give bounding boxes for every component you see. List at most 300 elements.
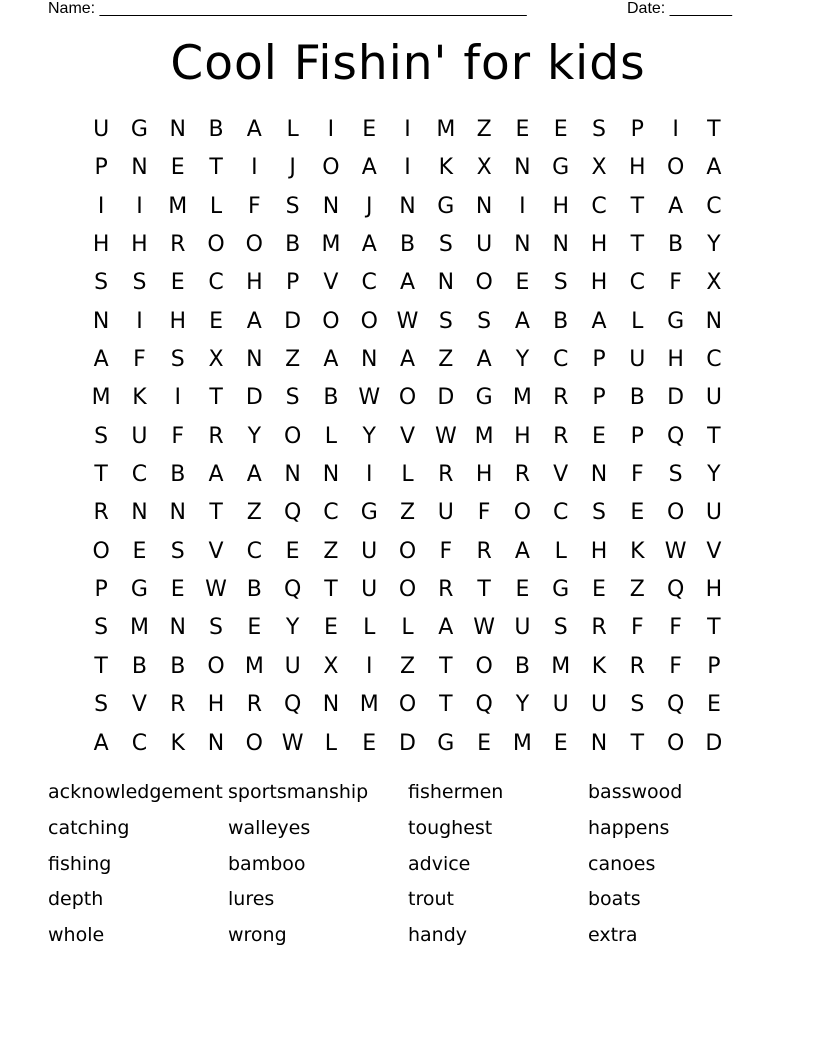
grid-letter[interactable]: G [130,577,148,603]
grid-letter[interactable]: V [553,462,569,488]
grid-letter[interactable]: D [437,385,455,411]
grid-letter[interactable]: Q [283,577,302,603]
grid-letter[interactable]: S [132,270,147,296]
grid-letter[interactable]: N [552,232,569,258]
grid-letter[interactable]: U [437,500,454,526]
grid-letter[interactable]: E [132,538,147,564]
grid-letter[interactable]: X [591,155,607,181]
grid-letter[interactable]: N [207,730,225,756]
grid-letter[interactable]: N [705,308,723,334]
grid-letter[interactable]: Q [283,692,302,718]
grid-letter[interactable]: C [591,193,607,219]
grid-letter[interactable]: E [209,308,223,334]
grid-letter[interactable]: I [519,193,526,219]
grid-letter[interactable]: V [208,538,224,564]
grid-letter[interactable]: A [323,347,339,373]
grid-letter[interactable]: A [438,615,454,641]
grid-letter[interactable]: I [327,117,335,142]
grid-letter[interactable]: W [281,730,304,756]
grid-letter[interactable]: P [285,270,300,296]
grid-letter[interactable]: K [438,155,454,181]
grid-letter[interactable]: Q [475,692,493,718]
grid-letter[interactable]: V [399,423,416,449]
grid-letter[interactable]: R [514,462,531,488]
grid-letter[interactable]: A [476,347,492,373]
grid-letter[interactable]: O [475,653,493,679]
grid-letter[interactable]: L [324,730,338,756]
grid-letter[interactable]: O [283,423,302,449]
grid-letter[interactable]: U [629,347,646,373]
grid-letter[interactable]: B [323,385,339,411]
grid-letter[interactable]: F [630,615,644,641]
grid-letter[interactable]: S [477,308,492,334]
grid-letter[interactable]: O [207,653,225,679]
grid-letter[interactable]: E [515,270,530,296]
grid-letter[interactable]: R [93,500,109,526]
grid-row [82,648,732,686]
grid-letter[interactable]: M [91,385,111,411]
grid-letter[interactable]: V [706,538,722,564]
grid-letter[interactable]: Z [399,653,416,679]
grid-letter[interactable]: M [551,653,571,679]
grid-letter[interactable]: E [592,423,606,449]
grid-letter[interactable]: D [705,730,723,756]
grid-letter[interactable]: N [475,193,493,219]
grid-letter[interactable]: T [324,577,338,603]
grid-letter[interactable]: I [97,193,105,219]
grid-letter[interactable]: H [705,577,723,603]
grid-letter[interactable]: A [246,117,262,142]
grid-letter[interactable]: E [706,692,721,718]
grid-row [82,494,732,532]
grid-letter[interactable]: U [705,500,722,526]
grid-letter[interactable]: M [359,692,379,718]
grid-letter[interactable]: A [246,462,262,488]
grid-letter[interactable]: C [706,347,722,373]
grid-letter[interactable]: B [629,385,645,411]
grid-letter[interactable]: A [668,193,684,219]
grid-letter[interactable]: H [590,270,608,296]
grid-letter[interactable]: H [207,692,225,718]
grid-letter[interactable]: V [323,270,339,296]
name-field[interactable]: Name: ________________________________________________ [48,0,527,17]
grid-letter[interactable]: N [92,308,110,334]
grid-letter[interactable]: W [358,385,381,411]
grid-letter[interactable]: B [514,653,530,679]
grid-letter[interactable]: X [323,653,339,679]
grid-letter[interactable]: S [285,193,300,219]
grid-letter[interactable]: J [365,193,373,219]
grid-letter[interactable]: A [246,308,262,334]
grid-letter[interactable]: H [590,538,608,564]
grid-letter[interactable]: S [553,270,568,296]
grid-letter[interactable]: T [477,577,491,603]
grid-letter[interactable]: O [322,308,340,334]
grid-letter[interactable]: F [477,500,491,526]
grid-letter[interactable]: T [209,500,223,526]
grid-letter[interactable]: P [94,155,108,181]
grid-letter[interactable]: R [553,423,569,449]
grid-letter[interactable]: U [552,692,569,718]
grid-letter[interactable]: S [668,462,683,488]
grid-letter[interactable]: E [515,577,530,603]
grid-letter[interactable]: T [94,653,108,679]
grid-letter[interactable]: N [322,462,340,488]
grid-letter[interactable]: T [439,692,453,718]
grid-letter[interactable]: T [209,385,223,411]
grid-letter[interactable]: S [285,385,300,411]
grid-letter[interactable]: G [552,155,570,181]
grid-letter[interactable]: B [399,232,416,258]
grid-letter[interactable]: R [170,232,186,258]
grid-letter[interactable]: R [591,615,607,641]
grid-letter[interactable]: F [171,423,185,449]
grid-letter[interactable]: L [401,462,414,488]
grid-letter[interactable]: T [707,615,721,641]
grid-letter[interactable]: A [591,308,607,334]
grid-letter[interactable]: R [553,385,569,411]
grid-letter[interactable]: D [284,308,302,334]
grid-letter[interactable]: M [512,730,532,756]
grid-letter[interactable]: S [630,692,645,718]
grid-letter[interactable]: W [396,308,419,334]
grid-letter[interactable]: R [476,538,492,564]
grid-letter[interactable]: M [129,615,149,641]
grid-letter[interactable]: K [591,653,607,679]
grid-letter[interactable]: N [322,193,340,219]
grid-letter[interactable]: N [360,347,378,373]
grid-letter[interactable]: C [246,538,263,564]
grid-letter[interactable]: M [512,385,532,411]
grid-letter[interactable]: L [401,615,414,641]
grid-letter[interactable]: T [209,155,223,181]
grid-letter[interactable]: N [590,462,608,488]
grid-letter[interactable]: Y [707,232,721,258]
grid-letter[interactable]: P [630,117,644,142]
grid-letter[interactable]: R [438,577,454,603]
grid-letter[interactable]: A [706,155,722,181]
grid-letter[interactable]: O [666,730,685,756]
grid-letter[interactable]: O [475,270,493,296]
grid-letter[interactable]: Z [438,347,454,373]
grid-letter[interactable]: Y [362,423,376,449]
grid-letter[interactable]: H [514,423,531,449]
grid-letter[interactable]: O [513,500,532,526]
grid-letter[interactable]: J [289,155,296,181]
grid-letter[interactable]: C [553,347,569,373]
grid-letter[interactable]: N [169,500,186,526]
grid-letter[interactable]: L [554,538,567,564]
grid-letter[interactable]: M [474,423,494,449]
grid-letter[interactable]: S [438,232,453,258]
grid-letter[interactable]: W [434,423,457,449]
grid-letter[interactable]: A [361,155,377,181]
grid-letter[interactable]: U [361,577,378,603]
grid-letter[interactable]: I [365,462,373,488]
grid-letter[interactable]: H [590,232,608,258]
grid-letter[interactable]: A [93,730,109,756]
grid-letter[interactable]: G [552,577,570,603]
grid-letter[interactable]: O [360,308,378,334]
grid-letter[interactable]: A [399,347,416,373]
grid-letter[interactable]: E [170,155,185,181]
grid-letter[interactable]: Y [515,347,530,373]
word-list-item: fishermen [408,781,504,803]
grid-letter[interactable]: F [248,193,261,219]
grid-letter[interactable]: N [437,270,455,296]
grid-letter[interactable]: G [437,193,455,219]
grid-letter[interactable]: Q [666,692,685,718]
grid-letter[interactable]: H [131,232,148,258]
grid-row [82,303,732,341]
grid-letter[interactable]: C [361,270,377,296]
grid-letter[interactable]: F [669,653,682,679]
grid-letter[interactable]: S [209,615,224,641]
grid-letter[interactable]: L [324,423,338,449]
grid-letter[interactable]: E [362,730,377,756]
grid-letter[interactable]: Z [246,500,262,526]
grid-letter[interactable]: X [476,155,492,181]
grid-letter[interactable]: I [136,308,143,334]
grid-letter[interactable]: Z [629,577,645,603]
grid-letter[interactable]: B [170,462,186,488]
grid-letter[interactable]: S [438,308,453,334]
grid-letter[interactable]: Q [283,500,302,526]
grid-letter[interactable]: B [285,232,301,258]
grid-letter[interactable]: T [707,117,721,142]
grid-letter[interactable]: B [246,577,262,603]
grid-letter[interactable]: E [477,730,492,756]
grid-letter[interactable]: A [399,270,416,296]
grid-letter[interactable]: H [475,462,493,488]
grid-letter[interactable]: T [630,193,645,219]
date-field[interactable]: Date: _______ [627,0,732,17]
grid-letter[interactable]: N [246,347,263,373]
grid-letter[interactable]: Y [285,615,300,641]
grid-letter[interactable]: N [514,232,531,258]
grid-letter[interactable]: U [361,538,378,564]
grid-letter[interactable]: Q [666,423,685,449]
grid-letter[interactable]: B [553,308,569,334]
grid-letter[interactable]: E [553,730,568,756]
grid-letter[interactable]: P [592,347,606,373]
grid-letter[interactable]: Y [515,692,530,718]
grid-letter[interactable]: A [514,308,530,334]
grid-letter[interactable]: O [666,155,685,181]
grid-letter[interactable]: T [630,730,645,756]
grid-letter[interactable]: I [136,193,143,219]
grid-letter[interactable]: O [398,385,417,411]
word-list-item: extra [588,924,638,947]
grid-letter[interactable]: U [705,385,722,411]
grid-letter[interactable]: C [553,500,569,526]
grid-letter[interactable]: B [170,653,186,679]
grid-letter[interactable]: K [170,730,185,756]
grid-letter[interactable]: L [286,117,299,142]
grid-letter[interactable]: N [131,155,148,181]
grid-letter[interactable]: G [130,117,148,142]
grid-letter[interactable]: O [398,692,417,718]
grid-letter[interactable]: F [669,615,682,641]
grid-letter[interactable]: P [592,385,606,411]
grid-letter[interactable]: R [438,462,454,488]
grid-letter[interactable]: T [630,232,645,258]
grid-letter[interactable]: H [169,308,187,334]
grid-letter[interactable]: M [244,653,264,679]
grid-letter[interactable]: I [404,155,411,181]
grid-letter[interactable]: Z [476,117,492,142]
grid-letter[interactable]: U [93,117,110,142]
grid-letter[interactable]: O [92,538,110,564]
grid-letter[interactable]: G [437,730,455,756]
grid-letter[interactable]: L [631,308,644,334]
grid-letter[interactable]: N [284,462,301,488]
grid-letter[interactable]: U [284,653,301,679]
grid-letter[interactable]: H [629,155,646,181]
grid-letter[interactable]: O [322,155,340,181]
grid-letter[interactable]: M [321,232,341,258]
grid-letter[interactable]: E [323,615,338,641]
grid-letter[interactable]: M [168,193,188,219]
grid-letter[interactable]: I [365,653,373,679]
grid-letter[interactable]: E [515,117,530,142]
grid-letter[interactable]: D [399,730,416,756]
grid-letter[interactable]: I [174,385,181,411]
grid-letter[interactable]: A [514,538,530,564]
grid-letter[interactable]: P [94,577,108,603]
grid-letter[interactable]: C [323,500,339,526]
grid-letter[interactable]: S [592,117,606,142]
grid-letter[interactable]: C [131,730,148,756]
grid-letter[interactable]: E [170,270,185,296]
grid-letter[interactable]: E [170,577,185,603]
grid-letter[interactable]: C [131,462,148,488]
grid-letter[interactable]: F [630,462,644,488]
grid-letter[interactable]: U [590,692,608,718]
grid-letter[interactable]: Z [285,347,301,373]
grid-letter[interactable]: X [706,270,722,296]
grid-letter[interactable]: Y [707,462,721,488]
grid-letter[interactable]: A [361,232,377,258]
grid-letter[interactable]: R [246,692,262,718]
grid-letter[interactable]: U [476,232,493,258]
grid-letter[interactable]: I [251,155,258,181]
grid-letter[interactable]: O [245,232,263,258]
grid-letter[interactable]: Q [666,577,685,603]
grid-letter[interactable]: F [669,270,682,296]
grid-letter[interactable]: O [245,730,263,756]
grid-letter[interactable]: N [399,193,416,219]
grid-letter[interactable]: O [398,577,417,603]
grid-letter[interactable]: S [94,692,109,718]
grid-letter[interactable]: N [131,500,148,526]
grid-letter[interactable]: S [592,500,606,526]
grid-letter[interactable]: B [668,232,684,258]
grid-letter[interactable]: R [170,692,186,718]
grid-letter[interactable]: M [436,117,456,142]
grid-letter[interactable]: B [131,653,147,679]
grid-letter[interactable]: T [707,423,721,449]
grid-letter[interactable]: E [630,500,645,526]
grid-letter[interactable]: W [664,538,687,564]
grid-letter[interactable]: P [630,423,644,449]
grid-letter[interactable]: Y [247,423,262,449]
grid-letter[interactable]: S [170,538,185,564]
grid-letter[interactable]: K [630,538,645,564]
grid-letter[interactable]: D [667,385,685,411]
grid-letter[interactable]: I [404,117,411,142]
grid-letter[interactable]: E [247,615,262,641]
grid-letter[interactable]: R [208,423,224,449]
grid-letter[interactable]: Z [323,538,339,564]
grid-letter[interactable]: S [553,615,568,641]
grid-letter[interactable]: U [514,615,531,641]
grid-letter[interactable]: G [667,308,685,334]
grid-letter[interactable]: B [208,117,224,142]
grid-letter[interactable]: D [245,385,263,411]
grid-letter[interactable]: R [629,653,645,679]
grid-letter[interactable]: H [667,347,684,373]
grid-letter[interactable]: N [322,692,340,718]
grid-letter[interactable]: X [208,347,224,373]
grid-letter[interactable]: S [94,615,109,641]
grid-letter[interactable]: S [170,347,185,373]
grid-letter[interactable]: C [706,193,722,219]
grid-letter[interactable]: N [169,615,186,641]
grid-letter[interactable]: S [94,270,109,296]
grid-row [82,226,732,264]
grid-letter[interactable]: L [363,615,376,641]
grid-letter[interactable]: U [131,423,148,449]
grid-row [82,188,732,226]
grid-letter[interactable]: S [94,423,109,449]
grid-letter[interactable]: I [672,117,679,142]
grid-letter[interactable]: V [131,692,147,718]
word-list-item: acknowledgement [48,781,223,803]
word-list-item: wrong [228,924,287,947]
grid-letter[interactable]: E [362,117,377,142]
grid-letter[interactable]: H [246,270,263,296]
grid-letter[interactable]: K [132,385,147,411]
grid-letter[interactable]: N [590,730,608,756]
grid-letter[interactable]: N [514,155,531,181]
grid-letter[interactable]: L [209,193,223,219]
grid-letter[interactable]: W [473,615,495,641]
grid-letter[interactable]: P [707,653,721,679]
grid-letter[interactable]: Z [399,500,416,526]
grid-letter[interactable]: O [207,232,225,258]
grid-letter[interactable]: F [439,538,453,564]
grid-letter[interactable]: A [93,347,109,373]
grid-letter[interactable]: O [666,500,685,526]
grid-letter[interactable]: G [475,385,493,411]
grid-letter[interactable]: F [133,347,146,373]
grid-letter[interactable]: T [439,653,453,679]
grid-letter[interactable]: T [94,462,108,488]
grid-letter[interactable]: N [169,117,186,142]
grid-letter[interactable]: E [285,538,300,564]
grid-letter[interactable]: W [205,577,227,603]
grid-letter[interactable]: G [360,500,378,526]
grid-letter[interactable]: C [629,270,645,296]
grid-letter[interactable]: H [92,232,110,258]
grid-letter[interactable]: E [553,117,568,142]
grid-letter[interactable]: O [398,538,417,564]
grid-letter[interactable]: C [208,270,224,296]
grid-letter[interactable]: E [592,577,606,603]
grid-letter[interactable]: A [208,462,224,488]
grid-letter[interactable]: H [552,193,569,219]
